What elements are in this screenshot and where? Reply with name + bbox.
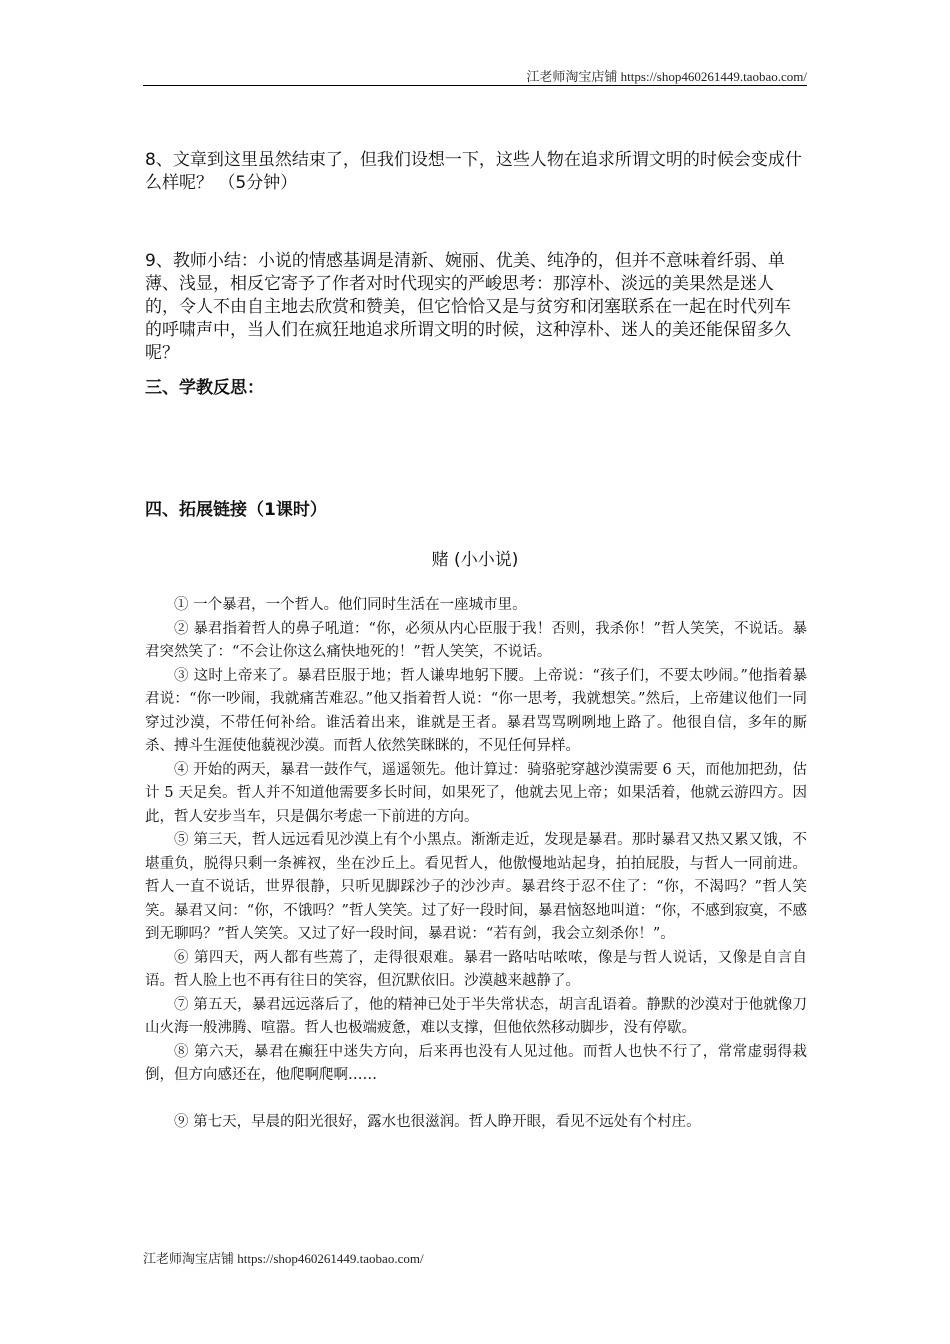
story-paragraph: ④ 开始的两天，暴君一鼓作气，遥遥领先。他计算过：骑骆驼穿越沙漠需要 6 天，而他加把劲，估计 5 天足矣。哲人并不知道他需要多长时间，如果死了，他就去见上帝；如果活着，他就云游四方。因此，哲人安步当车，只是偶尔考虑一下前进的方向。 — [145, 761, 807, 825]
question-9-summary: 9、教师小结：小说的情感基调是清新、婉丽、优美、纯净的，但并不意味着纤弱、单薄、浅显，相反它寄予了作者对时代现实的严峻思考：那淳朴、淡远的美果然是迷人的，令人不由自主地去欣赏和赞美，但它恰恰又是与贫穷和闭塞联系在一起在时代列车的呼啸声中，当人们在疯狂地追求所谓文明的时候，这种淳朴、迷人的美还能保留多久呢？ — [145, 251, 791, 363]
story-paragraph: ⑨ 第七天，早晨的阳光很好，露水也很滋润。哲人睁开眼，看见不远处有个村庄。 — [174, 1113, 701, 1130]
page-header-link[interactable]: 江老师淘宝店铺 https://shop460261449.taobao.com/ — [526, 69, 807, 84]
header-divider — [143, 85, 807, 86]
section-3-heading: 三、学教反思： — [145, 378, 264, 398]
question-8: 8、文章到这里虽然结束了，但我们设想一下，这些人物在追求所谓文明的时候会变成什么样呢？ （5分钟） — [145, 150, 802, 193]
story-paragraph: ⑤ 第三天，哲人远远看见沙漠上有个小黑点。渐渐走近，发现是暴君。那时暴君又热又累又饿，不堪重负，脱得只剩一条裤衩，坐在沙丘上。看见哲人，他傲慢地站起身，拍拍屁股，与哲人一同前进。哲人一直不说话，世界很静，只听见脚踩沙子的沙沙声。暴君终于忍不住了：“你，不渴吗？”哲人笑笑。暴君又问：“你，不饿吗？”哲人笑笑。过了好一段时间，暴君恼怒地叫道：“你，不感到寂寞，不感到无聊吗？”哲人笑笑。又过了好一段时间，暴君说：“若有剑，我会立刻杀你！”。 — [145, 832, 807, 942]
story-paragraph: ⑦ 第五天，暴君远远落后了，他的精神已处于半失常状态，胡言乱语着。静默的沙漠对于他就像刀山火海一般沸腾、喧嚣。哲人也极端疲惫，难以支撑，但他依然移动脚步，没有停歇。 — [145, 996, 807, 1036]
story-paragraph: ⑧ 第六天，暴君在癫狂中迷失方向，后来再也没有人见过他。而哲人也快不行了，常常虚弱得栽倒，但方向感还在，他爬啊爬啊…… — [145, 1043, 807, 1083]
story-body — [145, 594, 807, 1134]
story-paragraph: ⑥ 第四天，两人都有些蔫了，走得很艰难。暴君一路咕咕哝哝，像是与哲人说话，又像是自言自语。哲人脸上也不再有往日的笑容，但沉默依旧。沙漠越来越静了。 — [145, 949, 807, 989]
story-paragraph: ③ 这时上帝来了。暴君臣服于地；哲人谦卑地躬下腰。上帝说：“孩子们，不要太吵闹。”他指着暴君说：“你一吵闹，我就痛苦难忍。”他又指着哲人说：“你一思考，我就想笑。”然后，上帝建议他们一同穿过沙漠，不带任何补给。谁活着出来，谁就是王者。暴君骂骂咧咧地上路了。他很自信，多年的厮杀、搏斗生涯使他藐视沙漠。而哲人依然笑眯眯的，不见任何异样。 — [145, 667, 807, 754]
section-4-heading: 四、拓展链接（1课时） — [145, 500, 327, 520]
story-title: 赌 (小小说) — [431, 550, 519, 570]
story-paragraph: ① 一个暴君，一个哲人。他们同时生活在一座城市里。 — [174, 597, 527, 613]
page-footer-link[interactable]: 江老师淘宝店铺 https://shop460261449.taobao.com/ — [143, 1251, 424, 1266]
story-paragraph: ② 暴君指着哲人的鼻子吼道：“你，必须从内心臣服于我！否则，我杀你！”哲人笑笑，不说话。暴君突然笑了：“不会让你这么痛快地死的！”哲人笑笑，不说话。 — [145, 620, 807, 660]
